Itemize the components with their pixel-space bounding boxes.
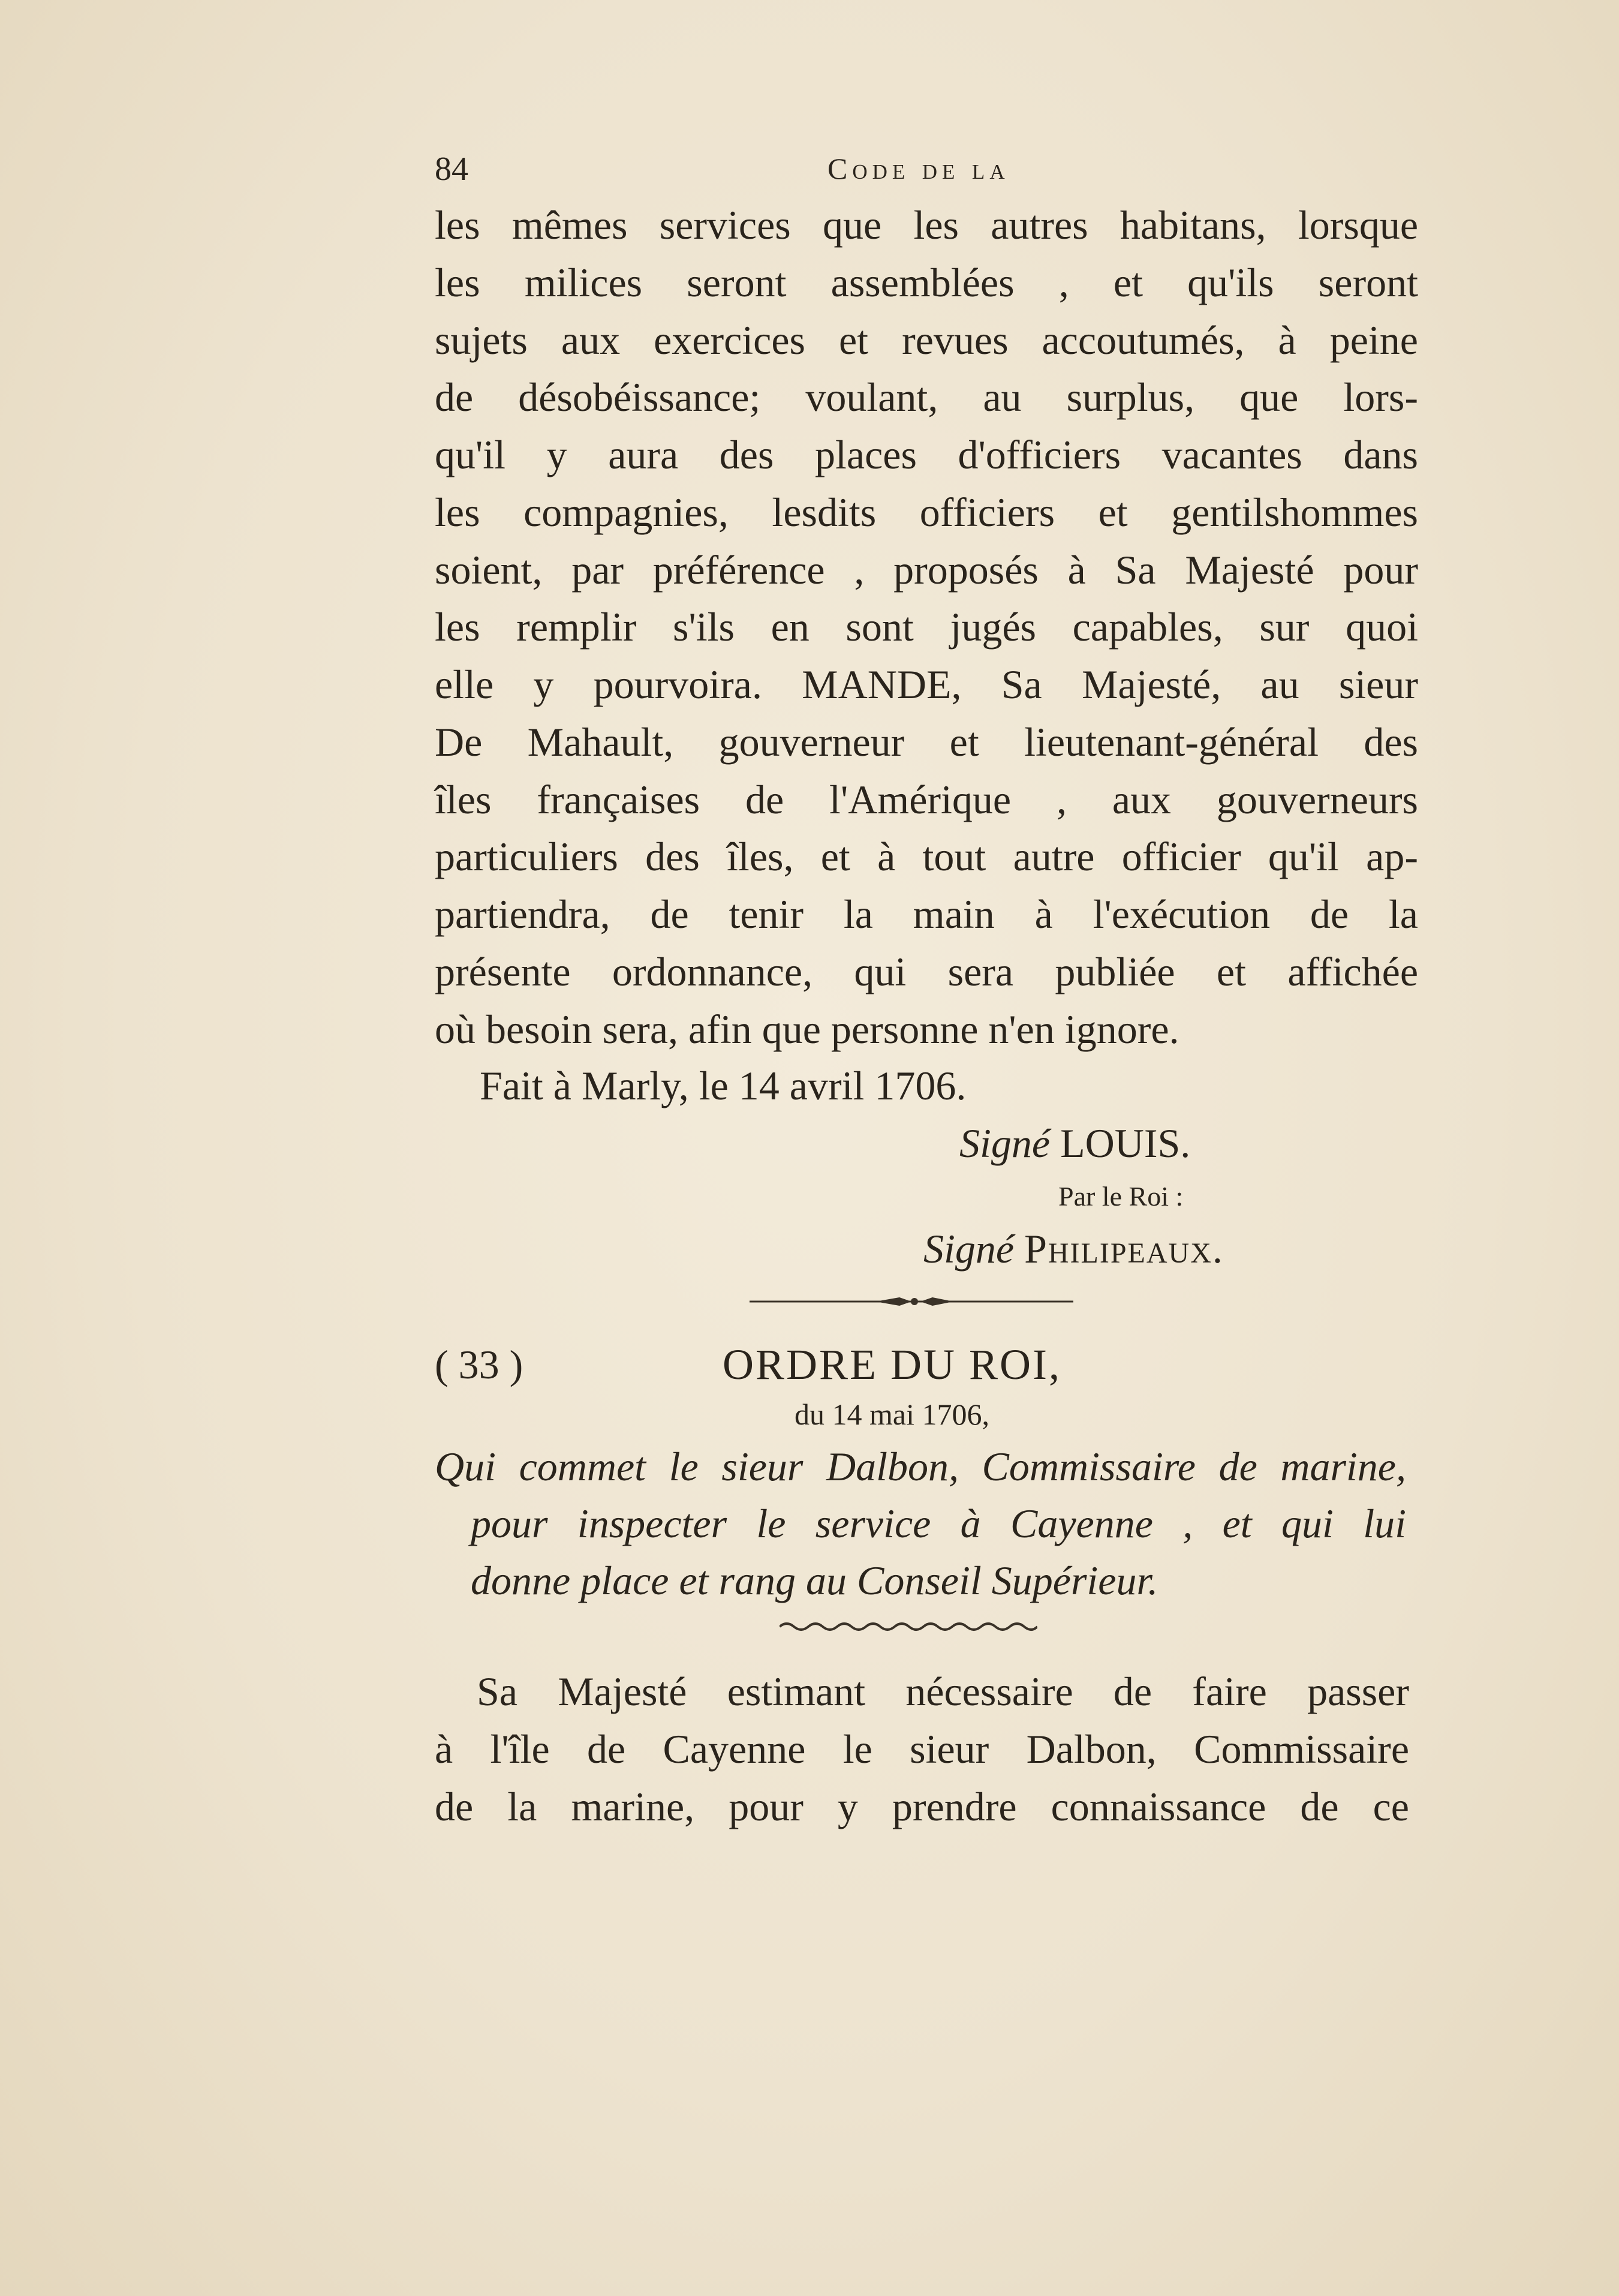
ornamental-rule — [750, 1293, 1073, 1311]
signature-philipeaux — [923, 1225, 1224, 1273]
signature-name: LOUIS. — [1060, 1120, 1191, 1166]
par-le-roi: Par le Roi : — [1058, 1181, 1184, 1212]
section-number: ( 33 ) — [435, 1342, 523, 1387]
body-line-text: Sa Majesté estimant nécessaire de faire passer — [477, 1669, 1409, 1714]
date-line: Fait à Marly, le 14 avril 1706. — [480, 1063, 967, 1108]
body-line: où besoin sera, afin que personne n'en ignore. — [435, 1006, 1179, 1052]
body-line: à l'île de Cayenne le sieur Dalbon, Commissaire — [435, 1726, 1409, 1772]
section-title: ORDRE DU ROI, — [723, 1341, 1062, 1389]
signature-louis — [959, 1119, 1190, 1167]
body-line: les mêmes services que les autres habitans, lorsque — [435, 202, 1418, 248]
body-line: les compagnies, lesdits officiers et gentilshommes — [435, 489, 1418, 535]
signature-prefix: Signé — [923, 1226, 1015, 1272]
body-line: particuliers des îles, et à tout autre officier qu'il ap- — [435, 834, 1418, 879]
wavy-rule — [780, 1619, 1037, 1634]
summary-line: pour inspecter le service à Cayenne , et qui lui — [471, 1501, 1406, 1546]
page-number: 84 — [435, 151, 468, 188]
body-line: partiendra, de tenir la main à l'exécution de la — [435, 891, 1418, 937]
signature-name: Philipeaux. — [1024, 1226, 1224, 1272]
body-line: De Mahault, gouverneur et lieutenant-général des — [435, 719, 1418, 765]
body-line — [477, 1667, 1409, 1715]
body-line: présente ordonnance, qui sera publiée et affichée — [435, 949, 1418, 994]
body-line: les milices seront assemblées , et qu'ils seront — [435, 260, 1418, 305]
body-line: qu'il y aura des places d'officiers vacantes dans — [435, 432, 1418, 477]
running-title: Code de la — [827, 152, 1010, 185]
body-line: les remplir s'ils en sont jugés capables, sur quoi — [435, 604, 1418, 650]
body-line: de la marine, pour y prendre connaissance de ce — [435, 1784, 1409, 1829]
summary-line: Qui commet le sieur Dalbon, Commissaire de marine, — [435, 1444, 1406, 1489]
body-line: elle y pourvoira. MANDE, Sa Majesté, au sieur — [435, 662, 1418, 707]
section-date: du 14 mai 1706, — [795, 1398, 989, 1431]
body-line: sujets aux exercices et revues accoutumés, à peine — [435, 317, 1418, 363]
signature-prefix: Signé — [959, 1120, 1051, 1166]
body-line: de désobéissance; voulant, au surplus, que lors- — [435, 374, 1418, 420]
body-line: soient, par préférence , proposés à Sa Majesté pour — [435, 547, 1418, 593]
body-line: îles françaises de l'Amérique , aux gouverneurs — [435, 777, 1418, 822]
summary-line: donne place et rang au Conseil Supérieur. — [471, 1558, 1158, 1603]
